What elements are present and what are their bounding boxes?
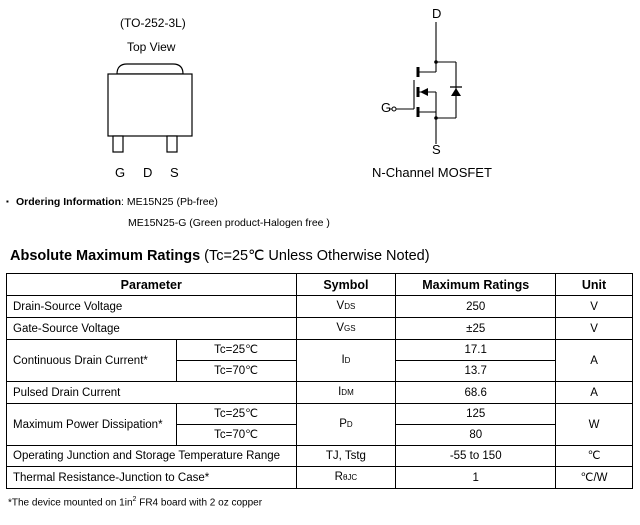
row-unit: A [556, 382, 633, 404]
symbol-sub: θJC [342, 473, 358, 482]
package-view-label: Top View [127, 40, 176, 54]
row-value: 1 [396, 467, 556, 489]
symbol-sub: D [344, 356, 351, 365]
symbol-sub: DS [344, 302, 356, 311]
schematic-gate-label: G [381, 100, 392, 115]
row-condition: Tc=70℃ [176, 425, 296, 446]
row-symbol [296, 467, 396, 489]
section-title [10, 248, 430, 264]
absolute-maximum-ratings-table [6, 273, 633, 489]
package-name: (TO-252-3L) [120, 16, 186, 30]
row-condition: Tc=25℃ [176, 404, 296, 425]
row-value: 80 [396, 425, 556, 446]
row-parameter: Thermal Resistance-Junction to Case* [7, 467, 297, 489]
pin-label-source: S [170, 165, 179, 180]
symbol-main: P [339, 418, 347, 430]
row-symbol: TJ, Tstg [296, 446, 396, 467]
header-symbol: Symbol [296, 274, 396, 296]
footnote-text-end: FR4 board with 2 oz copper [136, 497, 263, 509]
header-unit: Unit [556, 274, 633, 296]
header-maximum-ratings: Maximum Ratings [396, 274, 556, 296]
table-row [7, 382, 633, 404]
header-parameter: Parameter [7, 274, 297, 296]
row-parameter: Continuous Drain Current* [7, 340, 177, 382]
symbol-sub: DM [341, 388, 354, 397]
row-unit: ℃/W [556, 467, 633, 489]
pin-label-drain: D [143, 165, 153, 180]
row-unit: W [556, 404, 633, 446]
row-symbol [296, 318, 396, 340]
row-parameter: Maximum Power Dissipation* [7, 404, 177, 446]
schematic-drain-label: D [432, 6, 442, 21]
row-symbol [296, 382, 396, 404]
row-unit: V [556, 296, 633, 318]
row-value: -55 to 150 [396, 446, 556, 467]
row-parameter: Gate-Source Voltage [7, 318, 297, 340]
row-unit: V [556, 318, 633, 340]
row-unit: A [556, 340, 633, 382]
symbol-main: I [341, 354, 345, 366]
row-value: 13.7 [396, 361, 556, 382]
section-condition: (Tc=25℃ Unless Otherwise Noted) [200, 248, 430, 264]
symbol-main: V [336, 322, 344, 334]
footnote-superscript: 2 [132, 496, 137, 503]
pin-label-gate: G [115, 165, 126, 180]
row-unit: ℃ [556, 446, 633, 467]
row-value: 68.6 [396, 382, 556, 404]
row-symbol [296, 340, 396, 382]
schematic-source-label: S [432, 142, 441, 157]
bullet-icon: ▪ [6, 197, 9, 206]
row-parameter: Pulsed Drain Current [7, 382, 297, 404]
table-row [7, 446, 633, 467]
footnote [8, 496, 262, 508]
row-symbol [296, 404, 396, 446]
table-row [7, 318, 633, 340]
table-row [7, 467, 633, 489]
section-title-text: Absolute Maximum Ratings [10, 248, 201, 264]
row-value: 125 [396, 404, 556, 425]
package-outline-drawing [100, 60, 210, 160]
row-parameter: Drain-Source Voltage [7, 296, 297, 318]
ordering-line-1: : ME15N25 (Pb-free) [121, 196, 218, 208]
table-row [7, 340, 633, 361]
table-row [7, 404, 633, 425]
row-condition: Tc=25℃ [176, 340, 296, 361]
symbol-main: V [336, 300, 345, 312]
symbol-sub: GS [343, 324, 356, 333]
symbol-sub: D [346, 420, 353, 429]
mosfet-symbol-icon [390, 20, 480, 145]
ordering-label: Ordering Information [16, 196, 121, 208]
ordering-line-2: ME15N25-G (Green product-Halogen free ) [128, 217, 330, 229]
footnote-text: *The device mounted on 1in [8, 497, 133, 509]
schematic-caption: N-Channel MOSFET [372, 165, 492, 180]
ordering-info [16, 196, 218, 208]
row-parameter: Operating Junction and Storage Temperature Range [7, 446, 297, 467]
symbol-main: R [334, 471, 343, 483]
table-row [7, 296, 633, 318]
row-value: ±25 [396, 318, 556, 340]
row-condition: Tc=70℃ [176, 361, 296, 382]
table-header-row [7, 274, 633, 296]
row-symbol [296, 296, 396, 318]
symbol-main: I [338, 386, 342, 398]
row-value: 17.1 [396, 340, 556, 361]
row-value: 250 [396, 296, 556, 318]
